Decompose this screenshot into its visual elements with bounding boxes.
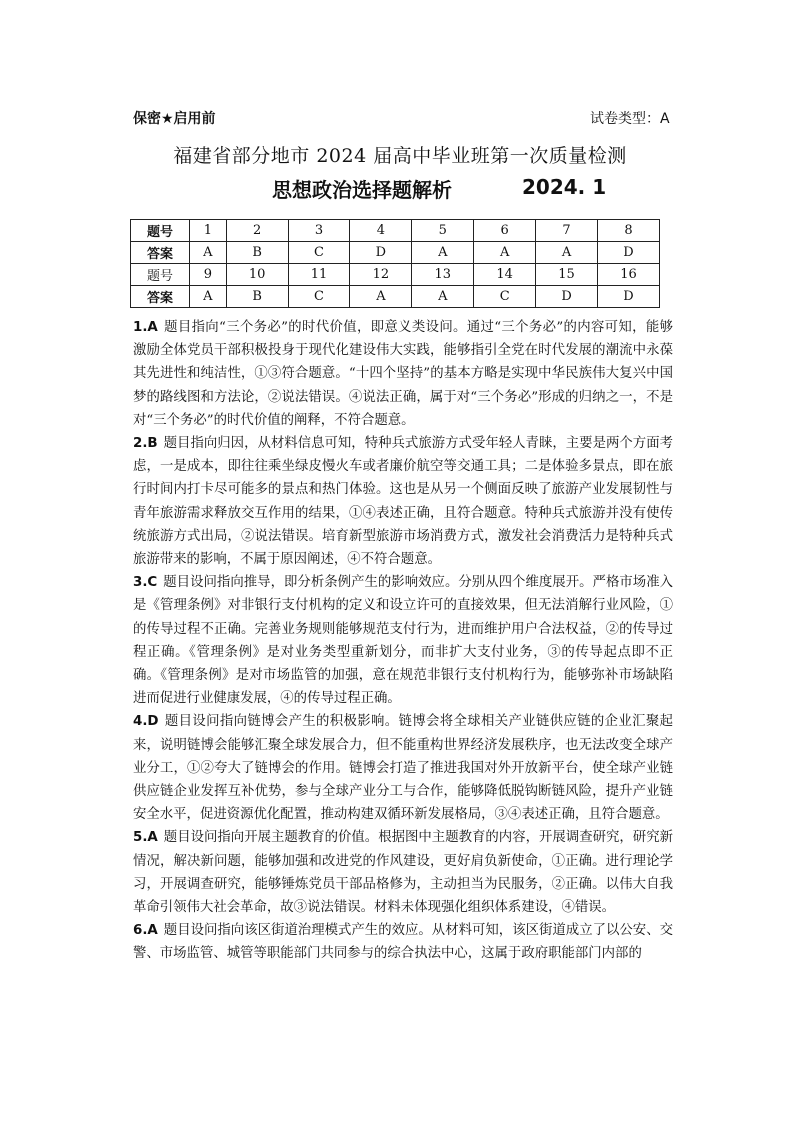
exam-subtitle: 思想政治选择题解析 (272, 178, 452, 202)
answer-cell: B (226, 242, 288, 264)
answer-cell: 3 (288, 220, 350, 242)
row-label: 题号 (131, 264, 190, 286)
answer-cell: D (350, 242, 412, 264)
explanation-item (133, 710, 673, 826)
explanation-text: 题目指向归因，从材料信息可知，特种兵式旅游方式受年轻人青睐，主要是两个方面考虑，一是成本，即往往乘坐绿皮慢火车或者廉价航空等交通工具；二是体验多景点，即在旅行时间内打卡尽可能多的景点和热门体验。这也是从另一个侧面反映了旅游产业发展韧性与青年旅游需求释放交互作用的结果，①④表述正确，且符合题意。特种兵式旅游并没有使传统旅游方式出局，②说法错误。培育新型旅游市场消费方式，激发社会消费活力是特种兵式旅游带来的影响，不属于原因阐述，④不符合题意。 (133, 436, 673, 568)
answer-cell: 8 (598, 220, 660, 242)
explanations-section (133, 316, 673, 966)
answer-cell: 5 (412, 220, 474, 242)
answer-cell: 6 (474, 220, 536, 242)
question-number: 6.A (133, 923, 158, 939)
explanation-text: 题目指向“三个务必”的时代价值，即意义类设问。通过“三个务必”的内容可知，能够激励全体党员干部积极投身于现代化建设伟大实践，能够指引全党在时代发展的潮流中永葆其先进性和纯洁性，①③符合题意。“十四个坚持”的基本方略是实现中华民族伟大复兴中国梦的路线图和方法论，②说法错误。④说法正确，属于对“三个务必”形成的归纳之一，不是对“三个务必”的时代价值的阐释，不符合题意。 (133, 320, 673, 428)
answer-cell: A (412, 242, 474, 264)
answer-cell: C (288, 242, 350, 264)
paper-type-label: 试卷类型：A (590, 111, 670, 127)
answer-cell: A (190, 286, 227, 308)
explanation-text: 题目设问指向开展主题教育的价值。根据图中主题教育的内容，开展调查研究，研究新情况，解决新问题，能够加强和改进党的作风建设，更好肩负新使命，①正确。进行理论学习，开展调查研究，能够锤炼党员干部品格修为，主动担当为民服务，②正确。以伟大自我革命引领伟大社会革命，故③说法错误。材料未体现强化组织体系建设，④错误。 (133, 830, 673, 916)
question-number: 3.C (133, 575, 158, 591)
answer-cell: 2 (226, 220, 288, 242)
explanation-text: 题目设问指向该区街道治理模式产生的效应。从材料可知，该区街道成立了以公安、交警、市场监管、城管等职能部门共同参与的综合执法中心，这属于政府职能部门内部的 (133, 923, 673, 962)
answer-cell: 10 (226, 264, 288, 286)
row-label: 答案 (131, 286, 190, 308)
question-number: 5.A (133, 830, 158, 846)
question-number: 2.B (133, 436, 158, 452)
answer-cell: D (598, 286, 660, 308)
question-number: 4.D (133, 714, 159, 730)
answer-cell: A (350, 286, 412, 308)
answer-cell: 4 (350, 220, 412, 242)
answer-cell: A (474, 242, 536, 264)
answer-cell: 14 (474, 264, 536, 286)
answer-cell: 15 (536, 264, 598, 286)
answer-cell: D (536, 286, 598, 308)
explanation-item (133, 316, 673, 432)
answer-cell: C (288, 286, 350, 308)
answer-cell: 16 (598, 264, 660, 286)
confidential-label: 保密★启用前 (133, 111, 216, 127)
answer-cell: 12 (350, 264, 412, 286)
answer-cell: 13 (412, 264, 474, 286)
answer-table (130, 219, 660, 308)
explanation-text: 题目设问指向推导，即分析条例产生的影响效应。分别从四个维度展开。严格市场准入是《管理条例》对非银行支付机构的定义和设立许可的直接效果，但无法消解行业风险，①的传导过程不正确。完善业务规则能够规范支付行为，进而维护用户合法权益，②的传导过程正确。《管理条例》是对业务类型重新划分，而非扩大支付业务，③的传导起点即不正确。《管理条例》是对市场监管的加强，意在规范非银行支付机构行为，能够弥补市场缺陷进而促进行业健康发展，④的传导过程正确。 (133, 575, 673, 707)
exam-date: 2024. 1 (522, 175, 607, 199)
answer-cell: A (190, 242, 227, 264)
explanation-item (133, 432, 673, 571)
answer-cell: A (536, 242, 598, 264)
explanation-item (133, 919, 673, 965)
answer-cell: 7 (536, 220, 598, 242)
explanation-item (133, 826, 673, 919)
answer-table-row (131, 220, 660, 242)
exam-title: 福建省部分地市 2024 届高中毕业班第一次质量检测 (173, 145, 627, 167)
answer-cell: 11 (288, 264, 350, 286)
answer-table-row (131, 242, 660, 264)
answer-cell: C (474, 286, 536, 308)
answer-cell: D (598, 242, 660, 264)
question-number: 1.A (133, 320, 158, 335)
answer-cell: A (412, 286, 474, 308)
explanation-item (133, 571, 673, 710)
answer-cell: 9 (190, 264, 227, 286)
answer-table-row (131, 286, 660, 308)
row-label: 答案 (131, 242, 190, 264)
answer-table-row (131, 264, 660, 286)
explanation-text: 题目设问指向链博会产生的积极影响。链博会将全球相关产业链供应链的企业汇聚起来，说明链博会能够汇聚全球发展合力，但不能重构世界经济发展秩序，也无法改变全球产业分工，①②夸大了链博会的作用。链博会打造了推进我国对外开放新平台，使全球产业链供应链企业发挥互补优势，参与全球产业分工与合作，能够降低脱钩断链风险，提升产业链安全水平，促进资源优化配置，推动构建双循环新发展格局，③④表述正确，且符合题意。 (133, 714, 673, 823)
answer-cell: 1 (190, 220, 227, 242)
answer-cell: B (226, 286, 288, 308)
row-label: 题号 (131, 220, 190, 242)
